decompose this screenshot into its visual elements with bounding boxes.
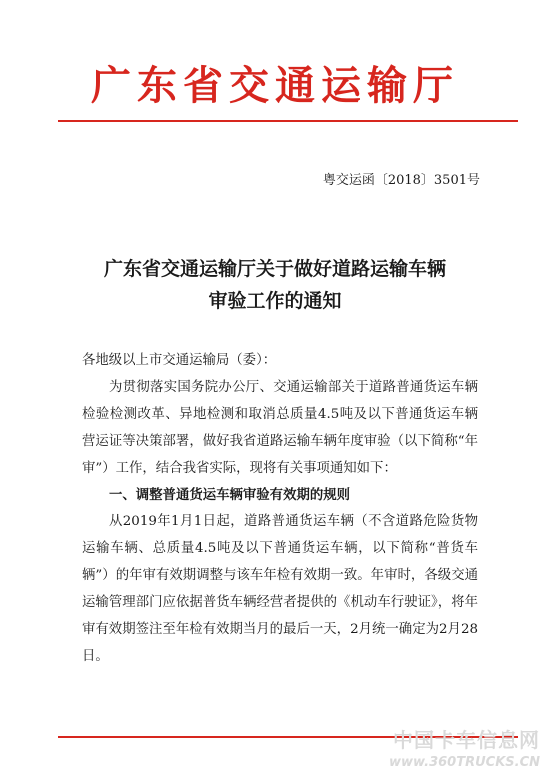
document-number: 粤交运函〔2018〕3501号 [322, 173, 480, 188]
document-body [82, 348, 478, 671]
document-title-line-1: 广东省交通运输厅关于做好道路运输车辆 [103, 258, 446, 280]
paragraph-intro: 为贯彻落实国务院办公厅、交通运输部关于道路普通货运车辆检验检测改革、异地检测和取消总质量4.5吨及以下普通货运车辆营运证等决策部署，做好我省道路运输车辆年度审验（以下简称“年审”）工作，结合我省实际，现将有关事项通知如下： [82, 379, 478, 476]
section-heading-1: 一、调整普通货运车辆审验有效期的规则 [109, 487, 351, 503]
document-title [0, 253, 550, 317]
watermark-text: 中国卡车信息网 [393, 728, 540, 752]
issuer-header: 广东省交通运输厅 [91, 62, 459, 109]
document-title-line-2: 审验工作的通知 [208, 290, 342, 312]
watermark-url: www.360TRUCKS.CN [388, 755, 540, 770]
salutation: 各地级以上市交通运输局（委）： [82, 353, 277, 368]
header-red-rule [58, 120, 518, 122]
paragraph-section-1: 从2019年1月1日起，道路普通货运车辆（不含道路危险货物运输车辆、总质量4.5吨及以下普通货运车辆，以下简称“普货车辆”）的年审有效期调整与该车年检有效期一致。年审时，各级交通运输管理部门应依据普货车辆经营者提供的《机动车行驶证》，将年审有效期签注至年检有效期当月的最后一天，2月统一确定为2月28日。 [82, 514, 478, 664]
